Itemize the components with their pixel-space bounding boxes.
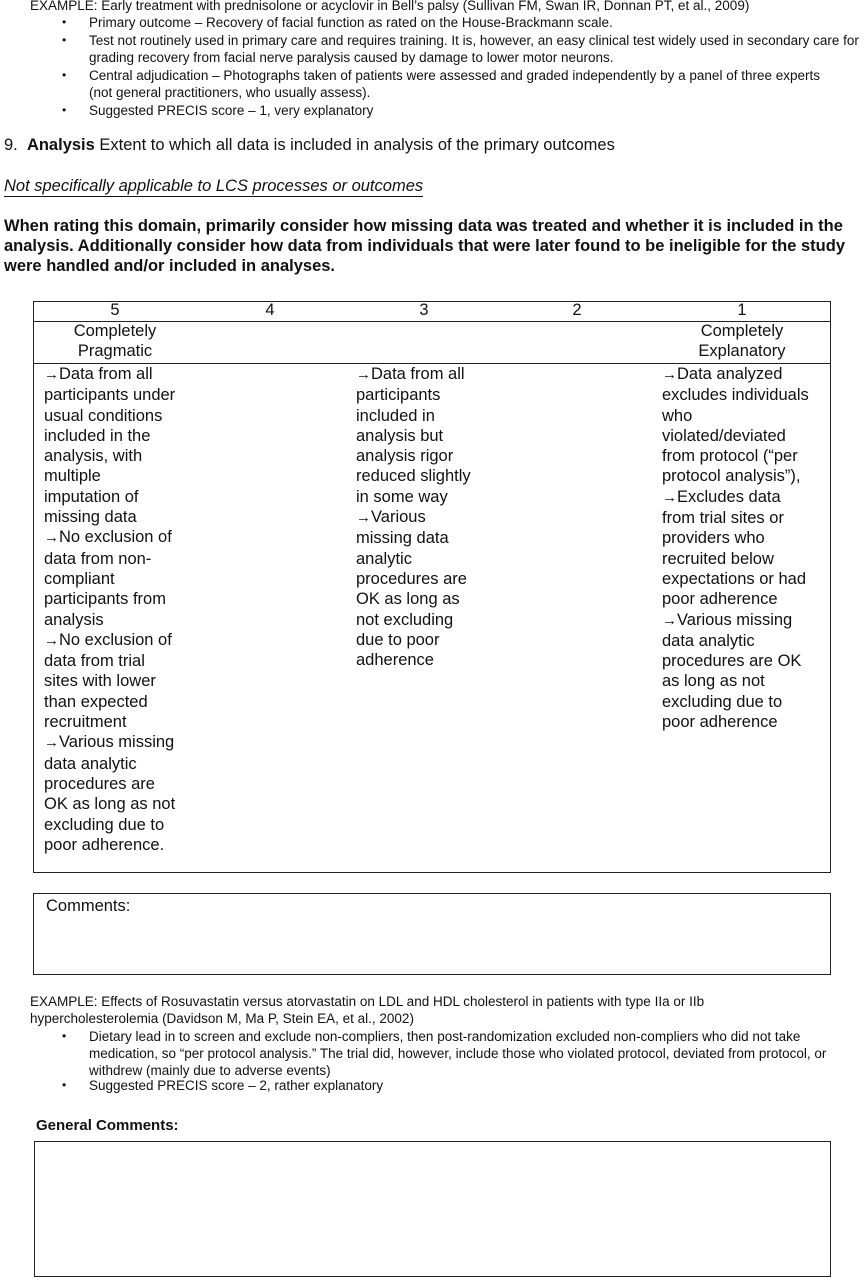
criteria-line (44, 774, 204, 794)
arrow-right-icon: → (662, 488, 677, 506)
arrow-right-icon: → (44, 734, 59, 752)
criteria-line (356, 487, 516, 507)
criteria-text: as long as not (662, 672, 765, 691)
criteria-text: data analytic (662, 631, 755, 650)
example-1-bullet (0, 102, 864, 119)
criteria-line (662, 651, 830, 671)
general-comments-label: General Comments: (36, 1117, 179, 1134)
section-description: Extent to which all data is included in analysis of the primary outcomes (99, 136, 615, 154)
criteria-line (356, 589, 516, 609)
criteria-line (662, 692, 830, 712)
criteria-text: in some way (356, 487, 448, 506)
criteria-line (662, 671, 830, 691)
criteria-line (356, 364, 516, 385)
criteria-text: included in (356, 406, 435, 425)
section-title: Analysis (26, 136, 95, 154)
comments-label: Comments: (46, 897, 131, 915)
criteria-text: No exclusion of (59, 630, 172, 649)
criteria-text: No exclusion of (59, 528, 172, 547)
criteria-line (44, 692, 204, 712)
criteria-text: recruitment (44, 713, 127, 732)
bullet-icon: • (62, 68, 67, 82)
criteria-text: providers who (662, 529, 765, 548)
criteria-line (356, 446, 516, 466)
bullet-icon: • (62, 103, 67, 117)
criteria-text: analysis, with (44, 447, 143, 466)
arrow-right-icon: → (44, 366, 59, 383)
criteria-line (662, 426, 830, 446)
criteria-text: poor adherence (662, 713, 778, 732)
criteria-line (44, 630, 204, 651)
criteria-text: data analytic (44, 754, 137, 773)
bullet-text: Test not routinely used in primary care and requires training. It is, however, an easy clinical test widely used in secondary care for grading recovery from facial nerve paralysis caused by damage to lower motor neurons. (89, 33, 859, 65)
criteria-text: Data from all (371, 365, 465, 383)
criteria-text: Data from all (59, 365, 153, 383)
criteria-line (662, 549, 830, 569)
criteria-text: procedures are OK (662, 652, 802, 671)
criteria-text: multiple (44, 467, 101, 486)
bullet-text: Suggested PRECIS score – 1, very explanatory (89, 103, 374, 118)
criteria-text: participants under (44, 386, 176, 405)
criteria-line (44, 507, 204, 527)
criteria-text: Excludes data (677, 487, 781, 506)
criteria-line (662, 610, 830, 631)
criteria-line (44, 732, 204, 753)
criteria-text: from protocol (“per (662, 447, 798, 466)
criteria-line (662, 487, 830, 508)
criteria-text: compliant (44, 569, 115, 588)
example-2-bullet (0, 1028, 864, 1079)
criteria-line (44, 794, 204, 814)
criteria-text: data from trial (44, 652, 145, 671)
section-heading (4, 135, 864, 155)
criteria-text: procedures are (44, 774, 155, 793)
bullet-text: Central adjudication – Photographs taken of patients were assessed and graded independently by a panel of three experts (not general practitioners, who usually assess). (89, 68, 820, 100)
bullet-text: Primary outcome – Recovery of facial function as rated on the House-Brackmann scale. (89, 15, 613, 30)
general-comments-box[interactable] (34, 1141, 831, 1277)
section-number: 9. (4, 136, 18, 154)
criteria-line (356, 466, 516, 486)
example-2-bullet (0, 1077, 864, 1094)
bullet-icon: • (62, 1078, 67, 1092)
criteria-line (662, 466, 830, 486)
criteria-text: sites with lower (44, 672, 156, 691)
column-1-criteria (662, 364, 830, 732)
example-1-bullet (0, 14, 864, 31)
scale-number-5: 5 (110, 301, 120, 319)
criteria-line (662, 712, 830, 732)
arrow-right-icon: → (44, 631, 59, 649)
criteria-text: from trial sites or (662, 509, 784, 528)
criteria-line (662, 385, 830, 405)
bullet-text: Dietary lead in to screen and exclude non-compliers, then post-randomization excluded non-compliers who did not take medication, so “per protocol analysis.” The trial did, however, include those who violated protocol, deviated from protocol, or withdrew (mainly due to adverse events) (89, 1029, 827, 1078)
criteria-line (44, 610, 204, 630)
column-3-criteria (356, 364, 516, 670)
arrow-right-icon: → (662, 611, 677, 629)
criteria-line (356, 426, 516, 446)
criteria-line (662, 364, 830, 385)
criteria-text: not excluding (356, 610, 454, 629)
criteria-text: analysis rigor (356, 447, 454, 466)
criteria-line (44, 527, 204, 548)
criteria-line (44, 364, 204, 385)
criteria-text: Various (371, 508, 426, 527)
criteria-text: OK as long as (356, 590, 460, 609)
criteria-line (662, 631, 830, 651)
criteria-text: excluding due to (44, 815, 165, 834)
criteria-line (44, 426, 204, 446)
criteria-line (356, 569, 516, 589)
criteria-text: excluding due to (662, 692, 783, 711)
arrow-right-icon: → (356, 509, 371, 527)
scale-number-4: 4 (265, 301, 275, 319)
criteria-line (356, 507, 516, 528)
criteria-text: poor adherence. (44, 835, 165, 854)
criteria-text: adherence (356, 651, 434, 670)
bullet-icon: • (62, 33, 67, 47)
criteria-line (662, 569, 830, 589)
criteria-text: than expected (44, 692, 148, 711)
criteria-line (356, 650, 516, 670)
arrow-right-icon: → (356, 366, 371, 383)
criteria-text: imputation of (44, 487, 139, 506)
criteria-text: excludes individuals (662, 386, 809, 405)
criteria-line (44, 589, 204, 609)
column-5-criteria (44, 364, 204, 855)
criteria-line (662, 446, 830, 466)
criteria-text: analysis but (356, 426, 444, 445)
criteria-text: OK as long as not (44, 795, 176, 814)
criteria-line (44, 569, 204, 589)
bullet-icon: • (62, 15, 67, 29)
criteria-line (44, 446, 204, 466)
label-completely-explanatory: Completely Explanatory (698, 322, 786, 360)
criteria-line (44, 671, 204, 691)
criteria-text: reduced slightly (356, 467, 471, 486)
scale-number-3: 3 (419, 301, 429, 319)
scale-number-1: 1 (737, 301, 747, 319)
criteria-line (44, 835, 204, 855)
section-instruction: When rating this domain, primarily consider how missing data was treated and whether it is included in the analysis. Additionally consider how data from individuals that were later found to be ineligible for the study were handled and/or included in analyses. (4, 217, 846, 275)
section-note: Not specifically applicable to LCS processes or outcomes (4, 177, 424, 195)
criteria-text: protocol analysis”), (662, 467, 801, 486)
criteria-line (356, 385, 516, 405)
criteria-line (44, 712, 204, 732)
arrow-right-icon: → (662, 366, 677, 383)
example-1-header: EXAMPLE: Early treatment with prednisolone or acyclovir in Bell’s palsy (Sullivan FM, Swan IR, Donnan PT, et al., 2009) (30, 0, 750, 13)
criteria-text: analytic (356, 549, 412, 568)
criteria-text: data from non- (44, 549, 152, 568)
criteria-text: expectations or had (662, 569, 807, 588)
criteria-line (44, 406, 204, 426)
criteria-text: who (662, 406, 693, 425)
scale-number-2: 2 (572, 301, 582, 319)
criteria-text: Data analyzed (677, 365, 783, 383)
criteria-line (356, 528, 516, 548)
criteria-line (662, 508, 830, 528)
criteria-line (662, 589, 830, 609)
bullet-icon: • (62, 1029, 67, 1043)
criteria-line (44, 754, 204, 774)
criteria-text: violated/deviated (662, 426, 786, 445)
criteria-text: missing data (356, 529, 449, 548)
criteria-line (44, 385, 204, 405)
criteria-line (356, 406, 516, 426)
label-completely-pragmatic: Completely Pragmatic (73, 322, 157, 360)
example-1-bullet (0, 32, 864, 66)
criteria-line (356, 549, 516, 569)
arrow-right-icon: → (44, 529, 59, 547)
criteria-text: participants from (44, 590, 166, 609)
criteria-text: included in the (44, 426, 151, 445)
criteria-line (44, 466, 204, 486)
bullet-text: Suggested PRECIS score – 2, rather explanatory (89, 1078, 384, 1093)
criteria-text: missing data (44, 508, 137, 527)
criteria-line (356, 630, 516, 650)
criteria-text: procedures are (356, 569, 467, 588)
criteria-line (44, 487, 204, 507)
criteria-text: Various missing (59, 733, 175, 752)
criteria-line (662, 406, 830, 426)
criteria-text: due to poor (356, 630, 440, 649)
example-2-header: EXAMPLE: Effects of Rosuvastatin versus atorvastatin on LDL and HDL cholesterol in patients with type IIa or IIb hypercholesterolemia (Davidson M, Ma P, Stein EA, et al., 2002) (30, 994, 705, 1026)
comments-box[interactable] (33, 893, 831, 975)
criteria-text: analysis (44, 610, 104, 629)
criteria-text: Various missing (677, 610, 793, 629)
criteria-text: recruited below (662, 549, 774, 568)
criteria-line (44, 549, 204, 569)
criteria-text: usual conditions (44, 406, 163, 425)
criteria-line (662, 528, 830, 548)
criteria-text: participants (356, 386, 441, 405)
example-1-bullet (0, 67, 864, 101)
criteria-line (44, 815, 204, 835)
criteria-line (356, 610, 516, 630)
criteria-line (44, 651, 204, 671)
criteria-text: poor adherence (662, 590, 778, 609)
